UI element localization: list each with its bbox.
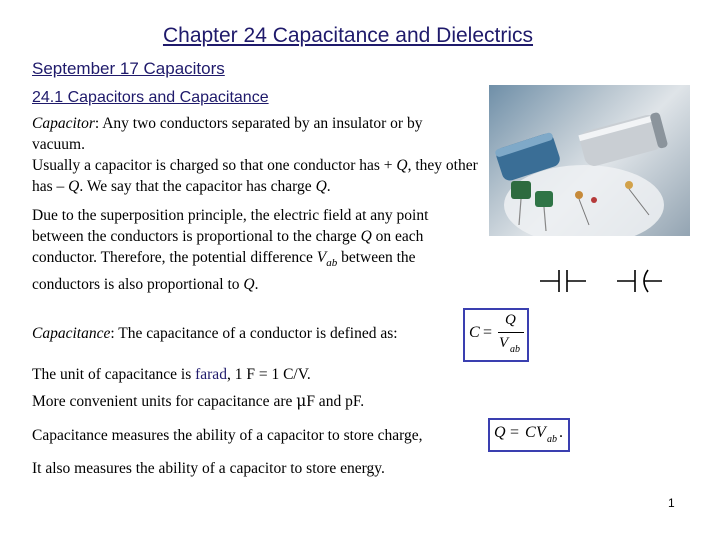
formula-q-sub: ab (547, 434, 557, 445)
charge-formula-box (488, 418, 570, 452)
formula-q-period: . (559, 424, 563, 441)
superposition-text-a: Due to the superposition principle, the electric field at any point between the conductors is proportional to the charge (32, 207, 429, 245)
mu-symbol: μ (296, 392, 307, 410)
capacitor-definition (32, 113, 477, 155)
formula-c-numerator: Q (505, 312, 516, 328)
superposition-text-d: . (254, 276, 259, 294)
capacitor-definition-text: : Any two conductors separated by an insulator or by vacuum. (32, 115, 423, 153)
formula-c-denominator: V (499, 335, 509, 351)
charge-text-c: . We say that the capacitor has charge (79, 178, 316, 195)
capacitor-symbol-icon (540, 268, 590, 294)
formula-q-equals: = (510, 424, 520, 441)
convenient-units-line (32, 391, 472, 412)
polarized-capacitor-symbol-icon (617, 268, 667, 294)
unit-line (32, 364, 472, 385)
formula-q-lhs: Q (494, 424, 506, 441)
potential-v: V (316, 249, 327, 266)
page-number: 1 (668, 496, 675, 510)
formula-c-equals: = (483, 324, 493, 341)
page-title: Chapter 24 Capacitance and Dielectrics (162, 24, 534, 47)
lecture-date-heading: September 17 Capacitors (32, 59, 225, 78)
charge-paragraph (32, 155, 482, 197)
charge-text-d: . (326, 178, 331, 195)
unit-text-b: , 1 F = 1 C/V. (226, 366, 311, 383)
formula-c-lhs: C (469, 324, 480, 341)
superposition-text-b: on each conductor. Therefore, the potential difference (32, 228, 424, 266)
charge-text-a: Usually a capacitor is charged so that one conductor has + (32, 157, 397, 174)
charge-q1: Q (396, 157, 408, 174)
capacitance-term: Capacitance (32, 325, 111, 342)
section-heading: 24.1 Capacitors and Capacitance (32, 89, 269, 106)
charge-q3: Q (315, 178, 327, 195)
capacitance-formula-box (463, 308, 529, 362)
capacitor-term: Capacitor (32, 115, 95, 132)
charge-text-b: , they other has – (32, 157, 478, 195)
charge-q2: Q (68, 178, 80, 195)
farad-term: farad (195, 366, 227, 383)
store-energy-line: It also measures the ability of a capacitor to store energy. (32, 460, 385, 477)
formula-c-denominator-sub: ab (510, 344, 520, 355)
capacitance-definition (32, 323, 472, 344)
potential-subscript: ab (326, 257, 338, 270)
capacitor-photo (489, 85, 690, 236)
formula-q-c: C (525, 424, 536, 441)
superposition-q1: Q (360, 228, 372, 245)
capacitance-definition-text: : The capacitance of a conductor is defined as: (110, 325, 398, 342)
superposition-q2: Q (243, 276, 255, 294)
convenient-text-a: More convenient units for capacitance are (32, 393, 297, 410)
superposition-text-c: between the conductors is also proportional to (32, 249, 416, 294)
unit-text-a: The unit of capacitance is (32, 366, 196, 383)
superposition-paragraph (32, 205, 477, 295)
formula-q-v: V (536, 424, 546, 441)
store-charge-line: Capacitance measures the ability of a capacitor to store charge, (32, 427, 423, 444)
convenient-text-b: F and pF. (306, 393, 365, 410)
fraction-bar (498, 332, 524, 333)
